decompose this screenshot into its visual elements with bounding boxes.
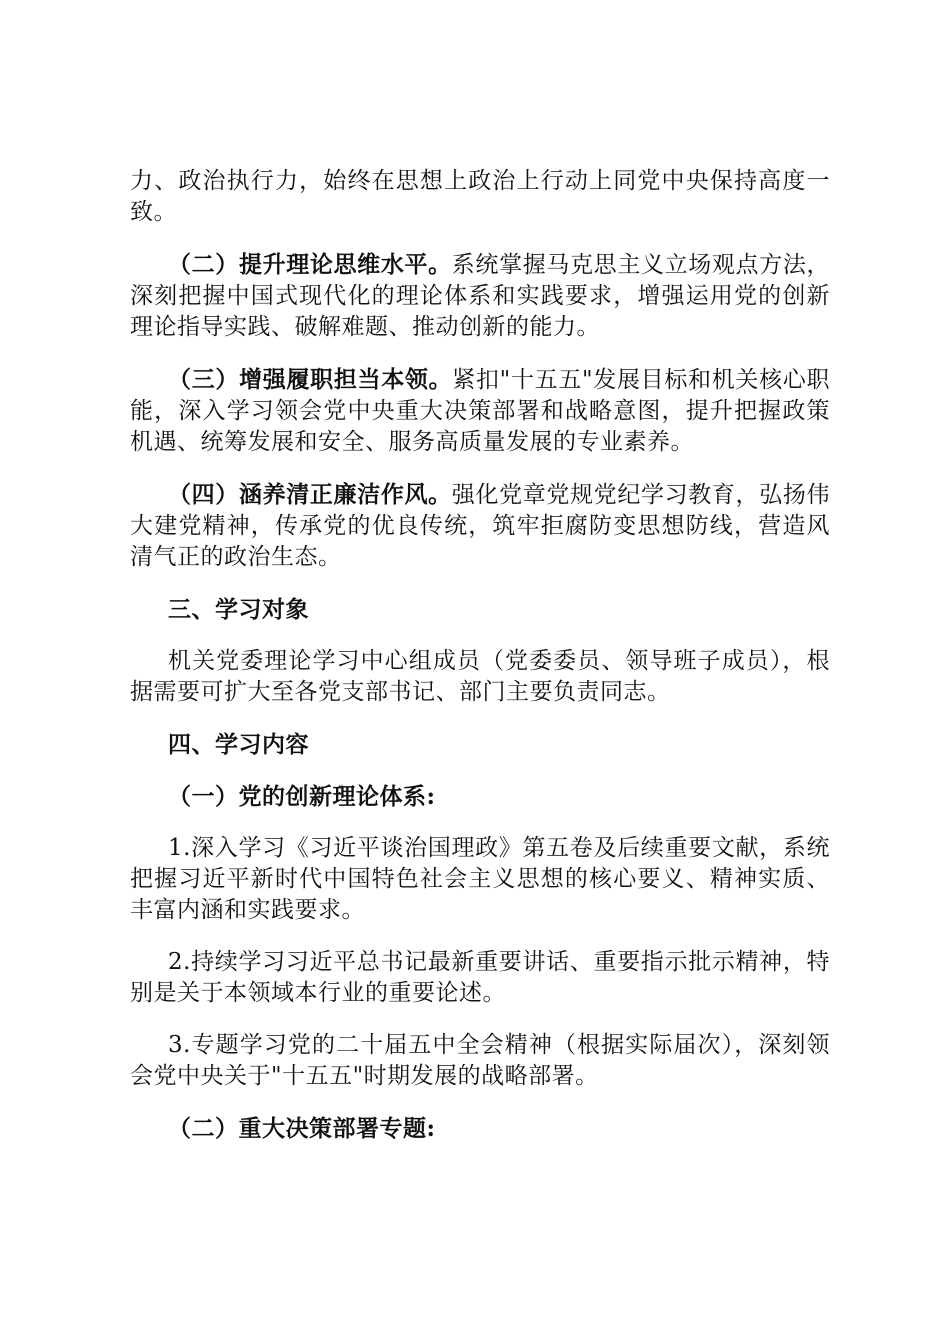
goal-paragraph-3: [130, 364, 830, 458]
section-heading-3: 三、学习对象: [168, 596, 309, 623]
subsection-heading-2: （二）重大决策部署专题:: [168, 1115, 436, 1142]
continuation-paragraph: 力、政治执行力，始终在思想上政治上行动上同党中央保持高度一致。: [130, 168, 830, 225]
section-heading-4: 四、学习内容: [168, 731, 309, 758]
content-item-1: 1.深入学习《习近平谈治国理政》第五卷及后续重要文献，系统把握习近平新时代中国特色社会主义思想的核心要义、精神实质、丰富内涵和实践要求。: [130, 835, 830, 923]
section-3-paragraph: 机关党委理论学习中心组成员（党委委员、领导班子成员），根据需要可扩大至各党支部书记、部门主要负责同志。: [130, 648, 830, 705]
goal-paragraph-4: [130, 479, 830, 573]
goal-lead-3: （三）增强履职担当本领。: [168, 366, 453, 393]
content-item-2: 2.持续学习习近平总书记最新重要讲话、重要指示批示精神，特别是关于本领域本行业的重要论述。: [130, 949, 830, 1006]
content-item-3: 3.专题学习党的二十届五中全会精神（根据实际届次），深刻领会党中央关于"十五五"时期发展的战略部署。: [130, 1032, 830, 1089]
goal-text-2: 系统掌握马克思主义立场观点方法，深刻把握中国式现代化的理论体系和实践要求，增强运用党的创新理论指导实践、破解难题、推动创新的能力。: [130, 252, 831, 340]
goal-text-3: 紧扣"十五五"发展目标和机关核心职能，深入学习领会党中央重大决策部署和战略意图，提升把握政策机遇、统筹发展和安全、服务高质量发展的专业素养。: [130, 367, 830, 455]
goal-lead-4: （四）涵养清正廉洁作风。: [168, 481, 452, 508]
document-body: [130, 166, 830, 1165]
subsection-heading-1: （一）党的创新理论体系:: [168, 783, 436, 810]
goal-lead-2: （二）提升理论思维水平。: [168, 251, 452, 278]
goal-text-4: 强化党章党规党纪学习教育，弘扬伟大建党精神，传承党的优良传统，筑牢拒腐防变思想防线，营造风清气正的政治生态。: [130, 482, 831, 570]
goal-paragraph-2: [130, 249, 830, 343]
